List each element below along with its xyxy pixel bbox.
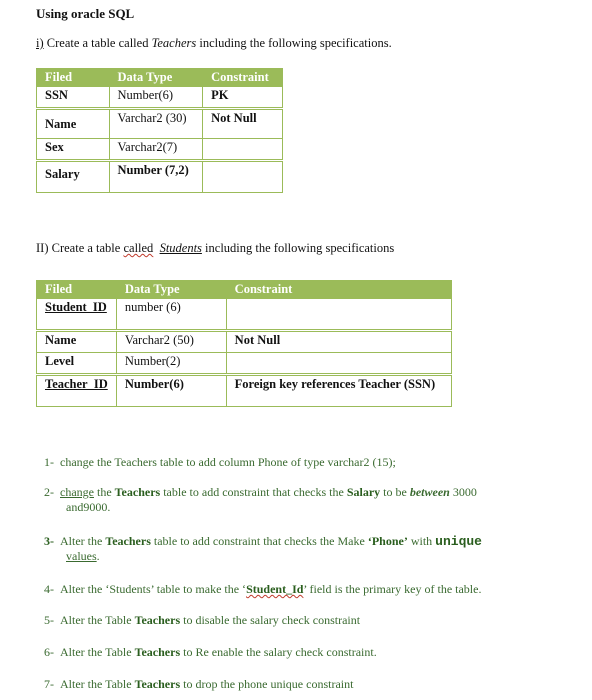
table-row: Sex Varchar2(7) xyxy=(37,139,283,161)
table-row: Name Varchar2 (30) Not Null xyxy=(37,109,283,139)
part1-text-after: including the following specifications. xyxy=(196,36,392,50)
part1-prefix: i) xyxy=(36,36,44,50)
header-constraint: Constraint xyxy=(226,281,451,299)
list-item: 7- Alter the Table Teachers to drop the phone unique constraint xyxy=(44,677,354,691)
header-type: Data Type xyxy=(109,69,203,87)
header-field: Filed xyxy=(37,281,117,299)
students-spec-table xyxy=(36,280,452,407)
part1-table-name: Teachers xyxy=(151,36,197,50)
header-field: Filed xyxy=(37,69,110,87)
teachers-spec-table xyxy=(36,68,283,193)
list-item: 1- change the Teachers table to add column Phone of type varchar2 (15); xyxy=(44,455,396,469)
list-item: 4- Alter the ‘Students’ table to make the ‘Student_Id’ field is the primary key of the table. xyxy=(44,582,482,596)
table-row: Name Varchar2 (50) Not Null xyxy=(37,331,452,353)
list-item: 3- Alter the Teachers table to add constraint that checks the Make ‘Phone’ with unique values. xyxy=(44,534,482,563)
part2-instruction xyxy=(36,241,394,256)
list-item: 5- Alter the Table Teachers to disable the salary check constraint xyxy=(44,613,361,627)
table-row: SSN Number(6) PK xyxy=(37,87,283,109)
table-header-row xyxy=(37,281,452,299)
part2-called: called xyxy=(123,241,154,255)
part2-text: Create a table xyxy=(51,241,124,255)
part1-instruction xyxy=(36,36,392,51)
header-type: Data Type xyxy=(116,281,226,299)
part2-text-after: including the following specifications xyxy=(201,241,395,255)
table-row: Level Number(2) xyxy=(37,353,452,375)
table-row: Teacher_ID Number(6) Foreign key references Teacher (SSN) xyxy=(37,375,452,407)
part2-prefix: II) xyxy=(36,241,49,255)
table-row: Student_ID number (6) xyxy=(37,299,452,331)
part2-table-name: Students xyxy=(159,241,202,255)
header-constraint: Constraint xyxy=(203,69,283,87)
list-item: 6- Alter the Table Teachers to Re enable the salary check constraint. xyxy=(44,645,377,659)
list-item: 2- change the Teachers table to add constraint that checks the Salary to be between 3000 and9000. xyxy=(44,485,477,514)
table-header-row xyxy=(37,69,283,87)
table-row: Salary Number (7,2) xyxy=(37,161,283,193)
page-title: Using oracle SQL xyxy=(36,6,135,21)
part1-text: Create a table called xyxy=(46,36,152,50)
